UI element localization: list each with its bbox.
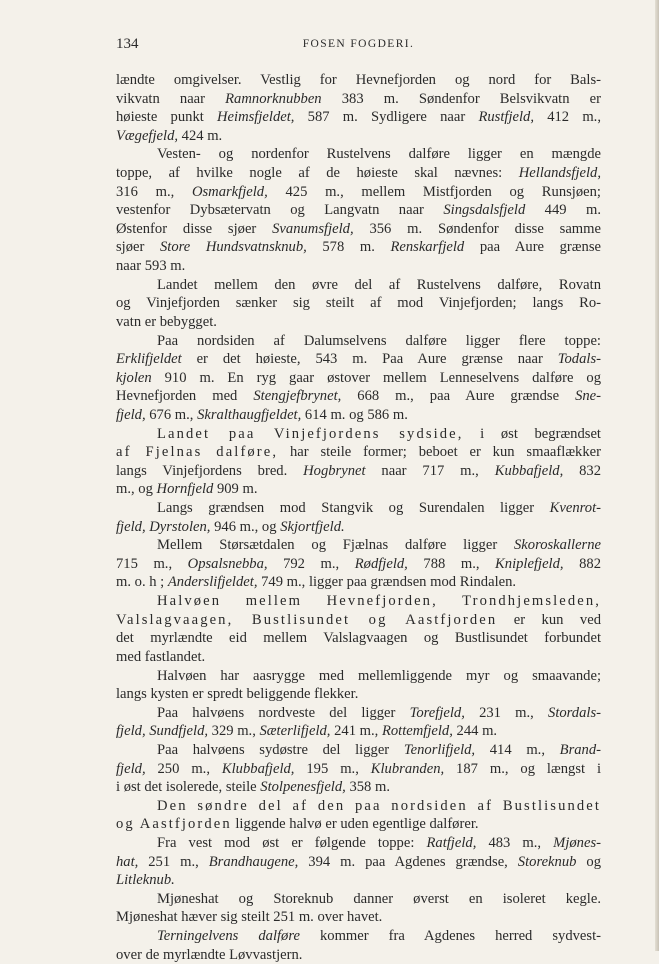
text-line (116, 480, 601, 499)
spaced-text: af Fjelnas dalføre, (116, 444, 279, 461)
italic-place-name: Storeknub (517, 853, 577, 870)
text-segment: 241 m., (330, 723, 382, 740)
text-segment: Paa halvøens sydøstre del ligger (157, 741, 404, 758)
text-segment: 668 m., paa Aure grændse (341, 388, 576, 405)
text-line (116, 815, 601, 834)
text-segment: Paa halvøens nordveste del ligger (157, 704, 410, 721)
running-title: FOSEN FOGDERI. (302, 38, 415, 50)
page-edge (655, 0, 659, 951)
text-segment: lændte omgivelser. Vestlig for Hevnefjorden og nord for Bals- (116, 72, 601, 88)
text-line (116, 573, 601, 592)
text-line (116, 183, 601, 202)
text-line (116, 871, 601, 890)
text-segment: 578 m. (306, 239, 391, 256)
text-line (116, 778, 601, 797)
italic-place-name: fjeld, (116, 406, 146, 423)
text-segment: 483 m., (476, 834, 554, 851)
text-segment: 316 m., (116, 183, 192, 200)
text-line (116, 834, 601, 853)
text-line (116, 369, 601, 388)
italic-place-name: Singsdalsfjeld (443, 202, 526, 219)
text-line (116, 685, 601, 704)
text-segment: Mjøneshat hæver sig steilt 251 m. over havet. (116, 909, 383, 926)
spaced-text: og Aastfjorden (116, 816, 232, 833)
text-line (116, 611, 601, 630)
text-line (116, 462, 601, 481)
text-line (116, 722, 601, 741)
text-segment: Mellem Størsætdalen og Fjælnas dalføre ligger (157, 537, 514, 554)
italic-place-name: Klubbafjeld, (221, 760, 295, 777)
text-segment: Paa nordsiden af Dalumselvens dalføre ligger flere toppe: (157, 332, 601, 349)
text-line (116, 71, 601, 90)
text-segment: og (576, 853, 601, 870)
text-segment: m. o. h ; (116, 574, 168, 591)
italic-place-name: Opsalsnebba, (187, 555, 268, 572)
text-segment: toppe, af hvilke nogle af de høieste skal nævnes: (116, 165, 519, 182)
text-line (116, 313, 601, 332)
spaced-text: Valslagvaagen, Bustlisundet og Aastfjorden (116, 611, 498, 628)
text-line (116, 908, 601, 927)
text-segment: 251 m., (138, 853, 209, 870)
italic-place-name: kjolen (116, 369, 152, 386)
text-segment: 749 m., ligger paa grændsen mod Rindalen. (257, 574, 517, 591)
text-segment: kommer fra Agdenes herred sydvest- (299, 928, 601, 945)
italic-place-name: Sne- (575, 388, 601, 405)
text-line (116, 294, 601, 313)
text-line (116, 257, 601, 276)
text-line (116, 499, 601, 518)
text-line (116, 201, 601, 220)
text-segment: er det høieste, 543 m. Paa Aure grænse naar (181, 351, 558, 368)
italic-place-name: Skjortfjeld. (280, 518, 345, 535)
page-number: 134 (116, 36, 139, 52)
text-segment: Halvøen har aasrygge med mellemliggende myr og smaavande; (157, 667, 601, 684)
italic-place-name: Stolpenesfjeld, (260, 779, 346, 796)
text-segment: naar 593 m. (116, 258, 186, 275)
text-segment: 394 m. paa Agdenes grændse, (298, 853, 518, 870)
italic-place-name: fjeld, (116, 760, 146, 777)
text-line (116, 127, 601, 146)
text-segment: 832 (563, 462, 601, 479)
text-line (116, 425, 601, 444)
page-header (116, 36, 601, 56)
text-line (116, 406, 601, 425)
spaced-text: Halvøen mellem Hevnefjorden, Trondhjemsleden, (157, 593, 601, 610)
text-line (116, 555, 601, 574)
italic-place-name: Litleknub. (116, 872, 175, 889)
italic-place-name: Brand- (559, 741, 601, 758)
italic-place-name: Anderslifjeldet, (167, 574, 258, 591)
italic-place-name: Hogbrynet (303, 462, 366, 479)
text-segment: vatn er bebygget. (116, 313, 217, 330)
text-segment: er kun ved (497, 611, 601, 628)
text-segment: har steile former; beboet er kun smaaflækker (278, 444, 601, 461)
text-segment: 329 m., (208, 723, 260, 740)
italic-place-name: Erklifjeldet (116, 351, 182, 368)
text-segment: 946 m., og (210, 518, 281, 535)
text-line (116, 592, 601, 611)
italic-place-name: Skoroskallerne (514, 537, 601, 554)
text-line (116, 629, 601, 648)
text-segment: 244 m. (452, 723, 498, 740)
italic-place-name: Hellandsfjeld, (518, 165, 601, 182)
text-segment: med fastlandet. (116, 648, 206, 665)
text-segment: Langs grændsen mod Stangvik og Surendalen ligger (157, 500, 550, 517)
text-line (116, 927, 601, 946)
text-segment: 231 m., (464, 704, 549, 721)
italic-place-name: Terningelvens dalføre (157, 928, 300, 945)
text-segment: vestenfor Dybsætervatn og Langvatn naar (116, 202, 444, 219)
text-line (116, 518, 601, 537)
text-line (116, 108, 601, 127)
text-line (116, 946, 601, 964)
italic-place-name: Hornfjeld (156, 481, 214, 498)
text-segment: paa Aure grænse (464, 239, 601, 256)
text-segment: det myrlændte eid mellem Valslagvaagen og Bustlisundet forbundet (116, 630, 601, 647)
text-segment: 383 m. Søndenfor Belsvikvatn er (321, 90, 601, 107)
italic-place-name: Todals- (557, 351, 601, 368)
italic-place-name: Brandhaugene, (208, 853, 299, 870)
text-segment: 356 m. Søndenfor disse samme (353, 220, 601, 237)
italic-place-name: Stordals- (548, 704, 601, 721)
text-segment: 414 m., (475, 741, 560, 758)
text-line (116, 276, 601, 295)
text-line (116, 387, 601, 406)
italic-place-name: fjeld, Sundfjeld, (116, 723, 209, 740)
text-line (116, 760, 601, 779)
text-segment: 614 m. og 586 m. (301, 406, 408, 423)
text-line (116, 443, 601, 462)
text-segment: 358 m. (345, 779, 390, 796)
text-line (116, 350, 601, 369)
text-segment: 424 m. (178, 127, 223, 144)
text-segment: i øst det isolerede, steile (116, 779, 261, 796)
text-segment: 715 m., (116, 555, 188, 572)
text-segment: m., og (116, 481, 157, 498)
text-segment: 792 m., (267, 555, 355, 572)
italic-place-name: Tenorlifjeld, (403, 741, 476, 758)
text-segment: langs Vinjefjordens bred. (116, 462, 304, 479)
italic-place-name: Heimsfjeldet, (217, 109, 295, 126)
text-segment: 909 m. (213, 481, 258, 498)
text-segment: Hevnefjorden med (116, 388, 254, 405)
text-segment: Mjøneshat og Storeknub danner øverst en isoleret kegle. (157, 890, 601, 907)
text-segment: Landet mellem den øvre del af Rustelvens dalføre, Rovatn (157, 276, 601, 293)
text-line (116, 741, 601, 760)
text-line (116, 90, 601, 109)
text-line (116, 145, 601, 164)
italic-place-name: Ramnorknubben (225, 90, 322, 107)
text-segment: 910 m. En ryg gaar østover mellem Lenneselvens dalføre og (151, 369, 601, 386)
italic-place-name: Ratfjeld, (426, 834, 477, 851)
italic-place-name: Kvenrot- (549, 500, 601, 517)
text-segment: høieste punkt (116, 109, 218, 126)
text-segment: 187 m., og længst i (444, 760, 601, 777)
text-segment: sjøer (116, 239, 160, 256)
italic-place-name: Kniplefjeld, (495, 555, 564, 572)
text-segment: 250 m., (145, 760, 222, 777)
italic-place-name: Rottemfjeld, (381, 723, 453, 740)
text-segment: Vesten- og nordenfor Rustelvens dalføre ligger en mængde (157, 146, 601, 163)
text-segment: vikvatn naar (116, 90, 226, 107)
italic-place-name: Sæterlifjeld, (259, 723, 331, 740)
text-line (116, 238, 601, 257)
text-line (116, 220, 601, 239)
text-segment: i øst begrændset (463, 425, 601, 442)
italic-place-name: Torefjeld, (409, 704, 465, 721)
italic-place-name: Rødfjeld, (354, 555, 408, 572)
text-segment: 425 m., mellem Mistfjorden og Runsjøen; (267, 183, 601, 200)
text-line (116, 890, 601, 909)
text-segment: Fra vest mod øst er følgende toppe: (157, 834, 427, 851)
text-line (116, 853, 601, 872)
text-segment: og Vinjefjorden sænker sig steilt af mod Vinjefjorden; langs Ro- (116, 295, 601, 312)
italic-place-name: Kubbafjeld, (494, 462, 564, 479)
text-line (116, 797, 601, 816)
italic-place-name: hat, (116, 853, 139, 870)
text-line (116, 704, 601, 723)
spaced-text: Den søndre del af den paa nordsiden af Bustlisundet (157, 797, 601, 814)
italic-place-name: Store Hundsvatnsknub, (159, 239, 307, 256)
text-segment: langs kysten er spredt beliggende flekker. (116, 686, 359, 703)
spaced-text: Landet paa Vinjefjordens sydside, (157, 425, 464, 442)
text-line (116, 536, 601, 555)
italic-place-name: Osmarkfjeld, (191, 183, 268, 200)
body-text (116, 71, 601, 964)
italic-place-name: Vægefjeld, (116, 127, 179, 144)
text-segment: 587 m. Sydligere naar (294, 109, 479, 126)
text-segment: naar 717 m., (365, 462, 495, 479)
text-line (116, 164, 601, 183)
text-segment: 882 (563, 555, 601, 572)
italic-place-name: fjeld, Dyrstolen, (116, 518, 211, 535)
text-line (116, 332, 601, 351)
text-segment: liggende halvø er uden egentlige dalfører. (231, 816, 479, 833)
text-line (116, 648, 601, 667)
italic-place-name: Renskarfjeld (390, 239, 465, 256)
italic-place-name: Skralthaugfjeldet, (197, 406, 302, 423)
italic-place-name: Rustfjeld, (478, 109, 534, 126)
text-segment: over de myrlændte Løvvastjern. (116, 946, 303, 963)
text-segment: 676 m., (145, 406, 198, 423)
italic-place-name: Klubranden, (370, 760, 445, 777)
text-segment: 412 m., (534, 109, 601, 126)
text-segment: 788 m., (407, 555, 496, 572)
italic-place-name: Svanumsfjeld, (272, 220, 354, 237)
text-line (116, 667, 601, 686)
text-segment: 195 m., (294, 760, 371, 777)
italic-place-name: Stengjefbrynet, (253, 388, 342, 405)
text-segment: Østenfor disse sjøer (116, 220, 273, 237)
text-segment: 449 m. (525, 202, 601, 219)
italic-place-name: Mjønes- (553, 834, 601, 851)
